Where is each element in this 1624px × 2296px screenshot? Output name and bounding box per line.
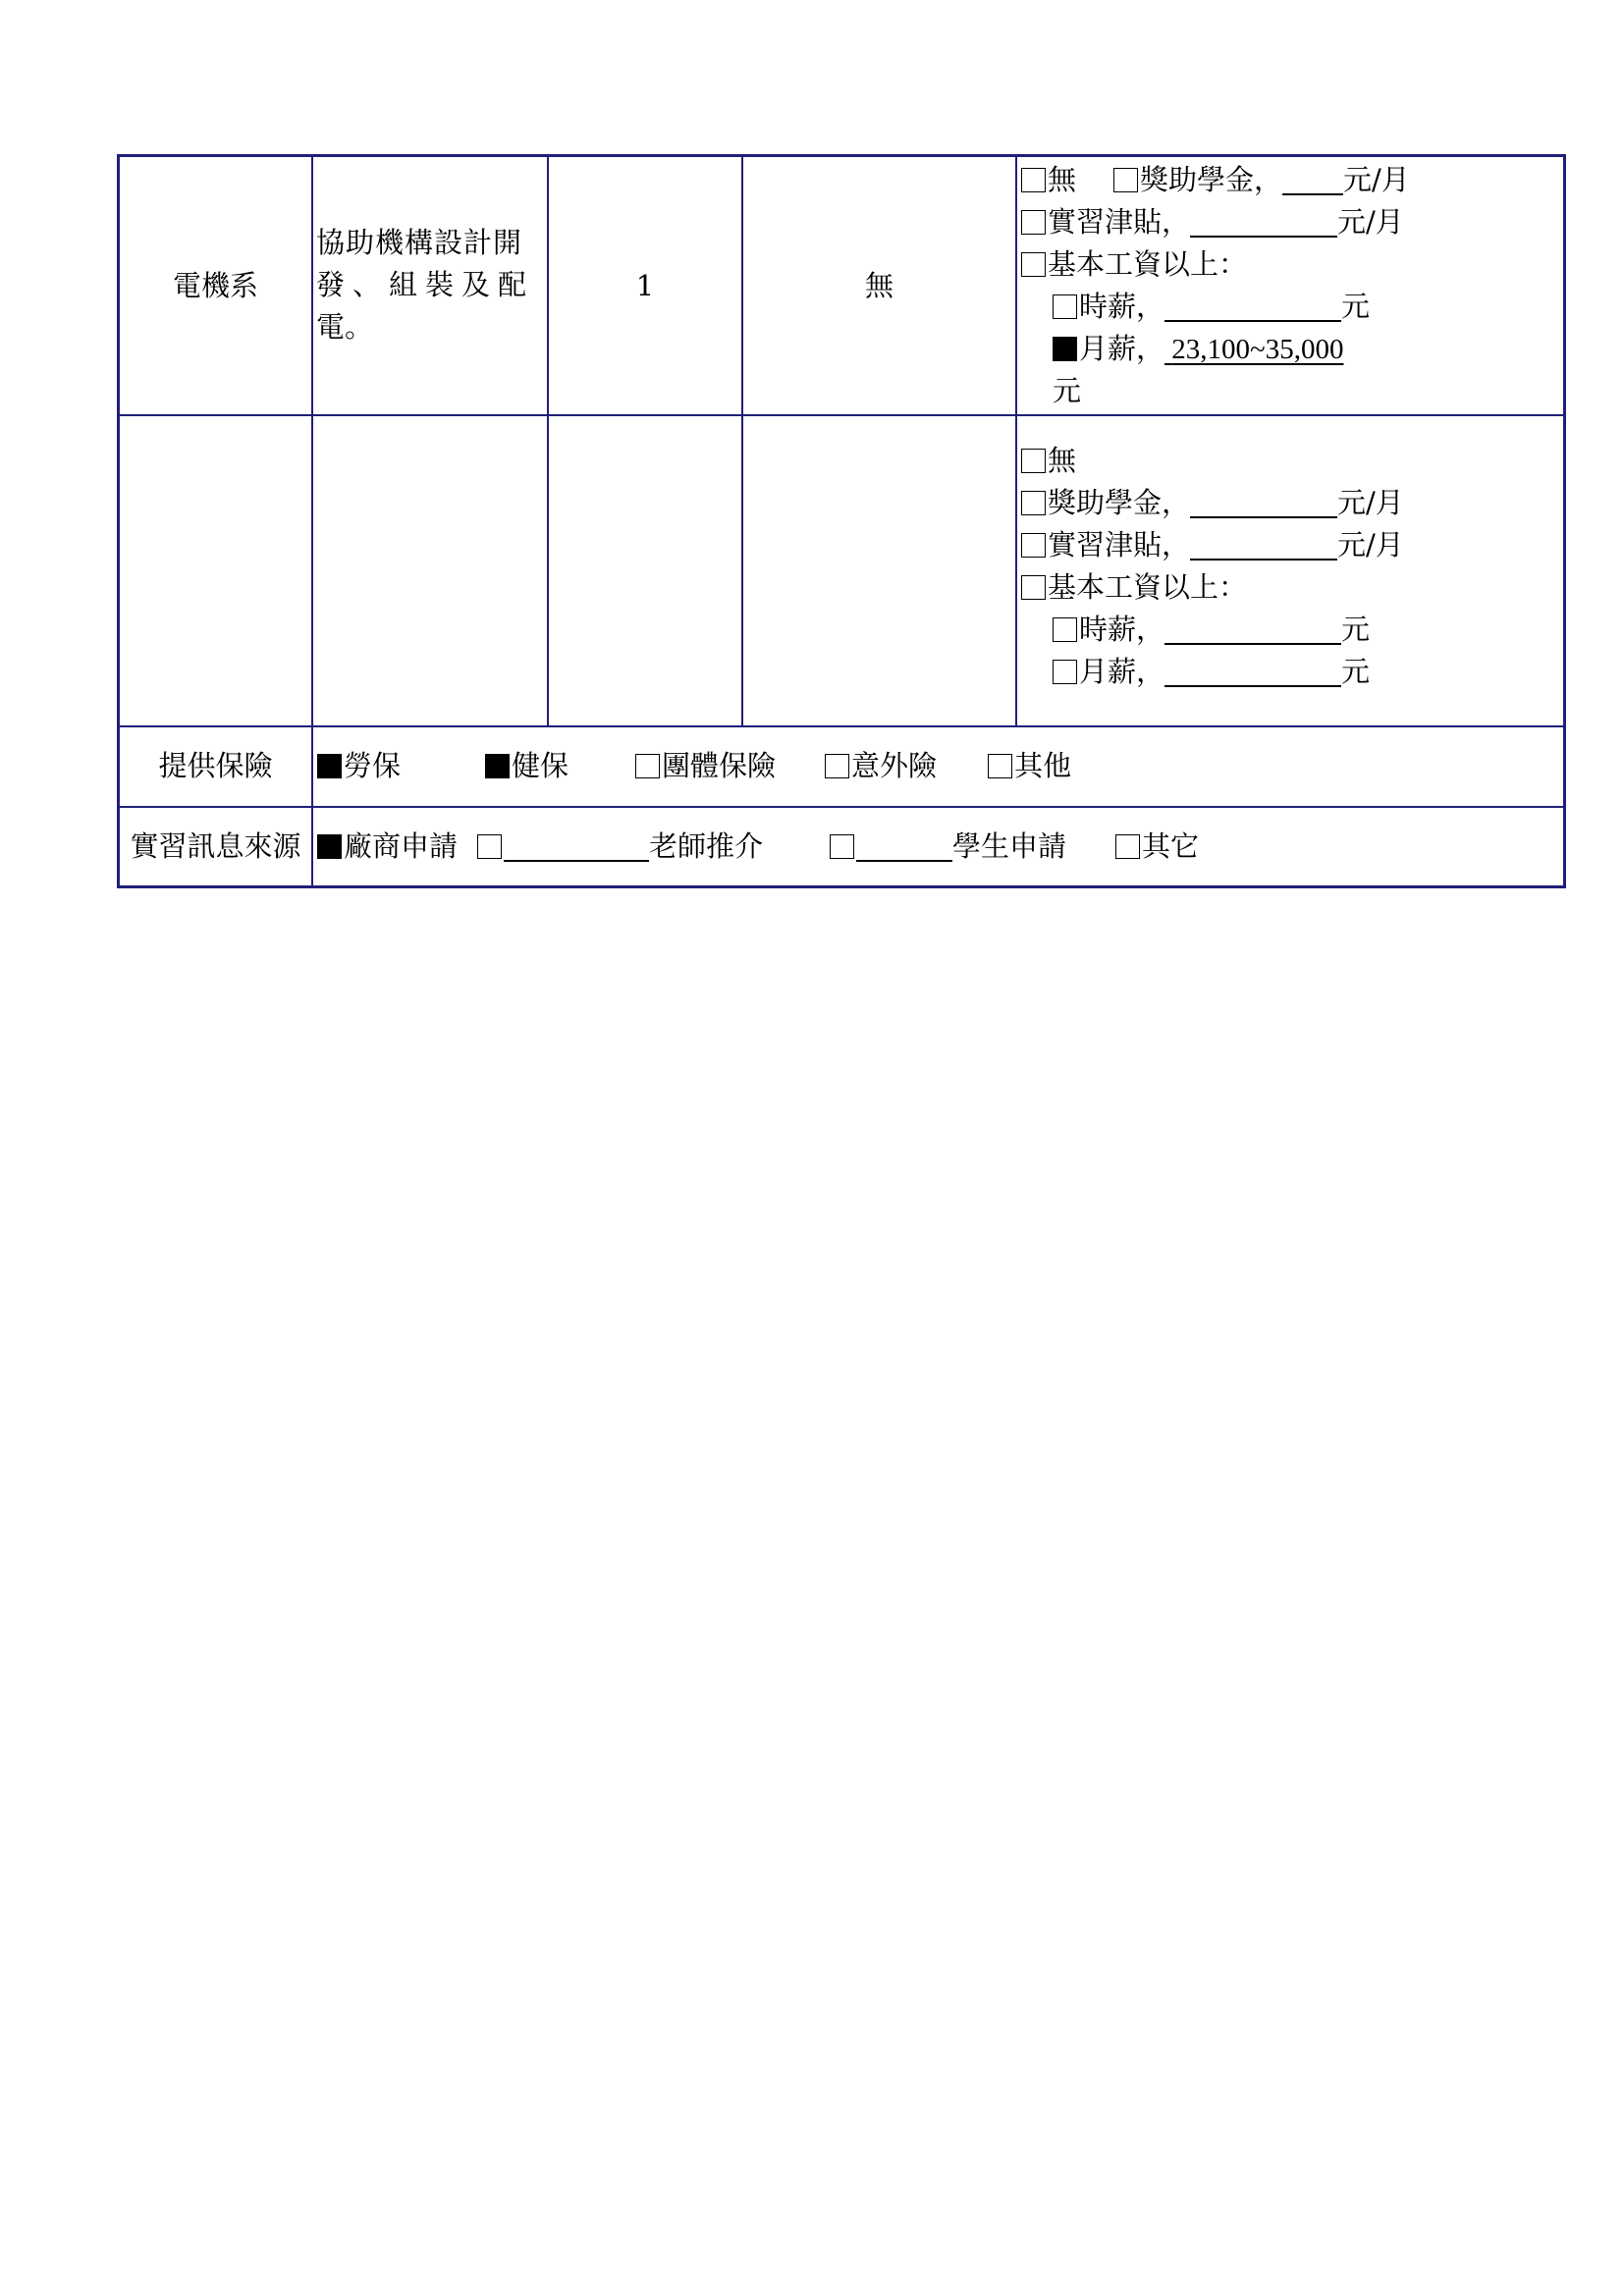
insurance-options (317, 745, 1071, 787)
blank-field[interactable] (1282, 164, 1343, 195)
insurance-option: 其他 (1014, 749, 1072, 782)
col-divider-1 (311, 154, 313, 888)
insurance-option: 團體保險 (662, 749, 777, 782)
checkbox[interactable] (1021, 449, 1046, 473)
col-divider-3 (741, 154, 743, 727)
blank-field[interactable] (1164, 614, 1341, 645)
blank-field[interactable] (1164, 656, 1341, 687)
blank-field[interactable] (1190, 206, 1337, 238)
checkbox[interactable] (1021, 168, 1046, 192)
comp-line: 時薪， 元 (1053, 286, 1370, 328)
comp-line: 時薪， 元 (1053, 609, 1370, 651)
checkbox[interactable] (1053, 660, 1077, 684)
comp-line: 基本工資以上： (1021, 243, 1247, 286)
border-bottom (117, 885, 1566, 888)
job-line: 發、組裝及配 (316, 268, 535, 301)
source-option: 其它 (1142, 829, 1200, 863)
checkbox[interactable] (1115, 834, 1140, 859)
source-option: 廠商申請 (344, 829, 459, 863)
comp-line: 實習津貼， 元/月 (1021, 201, 1404, 243)
source-label: 實習訊息來源 (130, 829, 301, 863)
comp-line: 基本工資以上： (1021, 566, 1247, 609)
checkbox[interactable] (1053, 617, 1077, 642)
comp-line: 實習津貼， 元/月 (1021, 524, 1404, 566)
comp-line: 月薪， 元 (1053, 651, 1370, 693)
comp-line: 無 (1021, 440, 1076, 482)
border-top (117, 154, 1566, 157)
quota-cell: 1 (635, 269, 655, 302)
checkbox[interactable] (1021, 533, 1046, 558)
col-divider-4 (1015, 154, 1017, 727)
row-divider-3 (117, 806, 1566, 808)
source-option: 老師推介 (649, 829, 764, 863)
comp-line: 無 獎助學金， 元/月 (1021, 159, 1410, 201)
source-options (317, 826, 1199, 868)
comp-line: 元 (1053, 374, 1082, 407)
checkbox[interactable] (635, 754, 660, 778)
col-divider-2 (547, 154, 549, 727)
monthly-wage-value: 23,100~35,000 (1171, 334, 1344, 365)
checkbox[interactable] (1021, 575, 1046, 600)
checkbox[interactable] (1113, 168, 1138, 192)
checkbox[interactable] (1021, 491, 1046, 515)
checkbox[interactable] (1053, 294, 1077, 319)
insurance-label: 提供保險 (158, 749, 273, 782)
blank-field[interactable] (1190, 487, 1337, 518)
insurance-option: 健保 (512, 749, 569, 782)
checkbox-checked[interactable] (317, 834, 342, 859)
checkbox-checked[interactable] (317, 754, 342, 778)
blank-field[interactable] (1164, 291, 1341, 322)
source-option: 學生申請 (952, 829, 1067, 863)
checkbox-checked[interactable] (485, 754, 510, 778)
checkbox[interactable] (477, 834, 502, 859)
job-line: 電。 (316, 310, 374, 344)
blank-field[interactable] (1190, 529, 1337, 561)
comp-line: 月薪， 23,100~35,000 (1053, 328, 1343, 371)
row-divider-2 (117, 725, 1566, 727)
checkbox-checked[interactable] (1053, 337, 1077, 361)
department-cell: 電機系 (172, 269, 258, 302)
compensation-cell-2 (1021, 440, 1561, 724)
comp-line: 獎助學金， 元/月 (1021, 482, 1404, 524)
checkbox[interactable] (825, 754, 849, 778)
requirement-cell: 無 (864, 269, 893, 302)
row-divider-1 (117, 414, 1566, 416)
checkbox[interactable] (830, 834, 854, 859)
insurance-option: 意外險 (851, 749, 938, 782)
job-line: 協助機構設計開 (316, 226, 523, 259)
insurance-option: 勞保 (344, 749, 402, 782)
checkbox[interactable] (1021, 210, 1046, 235)
job-description-cell (316, 222, 534, 348)
blank-field[interactable] (504, 830, 649, 862)
checkbox[interactable] (988, 754, 1012, 778)
blank-field[interactable] (856, 830, 952, 862)
border-right (1563, 154, 1566, 888)
compensation-cell-1 (1021, 159, 1561, 412)
checkbox[interactable] (1021, 252, 1046, 277)
